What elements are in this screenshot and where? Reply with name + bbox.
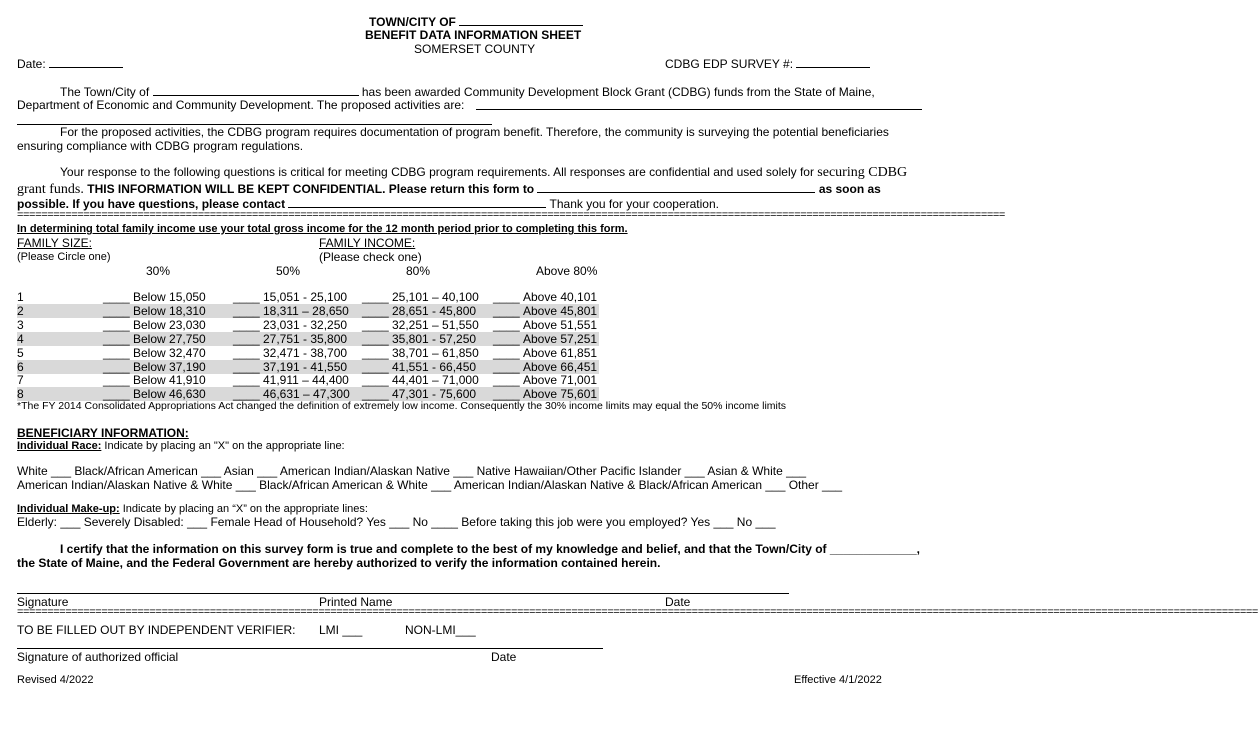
makeup-label: Individual Make-up: bbox=[17, 503, 120, 515]
income-check-blank[interactable]: ____ bbox=[103, 290, 130, 304]
race-options-line-2[interactable]: American Indian/Alaskan Native & White ___ Black/African American & White ___ American Indian/Alaskan Native & Black/African American ___ Other ___ bbox=[17, 478, 843, 492]
column-80: 80% bbox=[406, 264, 431, 278]
income-range-c30: Below 18,310 bbox=[133, 303, 206, 318]
income-check-blank[interactable]: ____ bbox=[233, 373, 260, 388]
family-size-option[interactable]: 2 bbox=[17, 303, 24, 318]
town-city-blank[interactable] bbox=[459, 14, 583, 26]
income-range-c30: Below 27,750 bbox=[133, 331, 206, 346]
income-check-blank[interactable]: ____ bbox=[493, 359, 520, 374]
town-city-label: TOWN/CITY OF bbox=[369, 15, 456, 29]
income-check-blank[interactable]: ____ bbox=[233, 345, 260, 360]
income-check-blank[interactable]: ____ bbox=[233, 303, 260, 318]
income-range-c30: Below 15,050 bbox=[133, 290, 206, 304]
beneficiary-heading: BENEFICIARY INFORMATION: bbox=[17, 426, 189, 440]
family-size-option[interactable]: 5 bbox=[17, 345, 24, 360]
income-range-c80: 38,701 – 61,850 bbox=[392, 345, 479, 360]
family-size-option[interactable]: 8 bbox=[17, 387, 24, 402]
column-50: 50% bbox=[276, 264, 301, 278]
survey-number-blank[interactable] bbox=[796, 56, 870, 68]
income-range-c80: 28,651 - 45,800 bbox=[392, 303, 477, 318]
intro-p3-line-1 bbox=[60, 165, 907, 181]
intro-p3-text: Your response to the following questions is critical for meeting CDBG program requirements. All responses are confidential and used solely for bbox=[60, 165, 814, 179]
income-range-c80: 35,801 - 57,250 bbox=[392, 331, 477, 346]
income-range-above: Above 40,101 bbox=[523, 290, 598, 304]
family-size-option[interactable]: 1 bbox=[17, 290, 24, 304]
intro-activities-label: Department of Economic and Community Development. The proposed activities are: bbox=[17, 98, 465, 112]
income-range-c30: Below 46,630 bbox=[133, 387, 206, 402]
income-range-c30: Below 32,470 bbox=[133, 345, 206, 360]
income-check-blank[interactable]: ____ bbox=[493, 387, 520, 402]
signature-date-label: Date bbox=[665, 595, 691, 609]
income-range-above: Above 71,001 bbox=[523, 373, 598, 388]
separator-2: ============================================================================================================================================================================================================== bbox=[17, 606, 1258, 618]
income-range-c80: 32,251 – 51,550 bbox=[392, 317, 479, 332]
income-check-blank[interactable]: ____ bbox=[493, 290, 520, 304]
income-check-blank[interactable]: ____ bbox=[103, 317, 130, 332]
income-check-blank[interactable]: ____ bbox=[233, 290, 260, 304]
family-size-option[interactable]: 7 bbox=[17, 373, 24, 388]
income-check-blank[interactable]: ____ bbox=[362, 359, 389, 374]
makeup-options[interactable]: Elderly: ___ Severely Disabled: ___ Female Head of Household? Yes ___ No ____ Before taking this job were you employed? Yes ___ No ___ bbox=[17, 515, 776, 529]
intro-line-2 bbox=[17, 98, 464, 112]
income-range-c80: 47,301 - 75,600 bbox=[392, 387, 477, 402]
intro-p3-serif: securing CDBG bbox=[817, 165, 908, 180]
return-to-blank[interactable] bbox=[537, 181, 815, 193]
official-date-label: Date bbox=[491, 650, 517, 664]
income-range-above: Above 51,551 bbox=[523, 317, 598, 332]
family-size-option[interactable]: 3 bbox=[17, 317, 24, 332]
income-range-c30: Below 41,910 bbox=[133, 373, 206, 388]
income-range-c80: 41,551 - 66,450 bbox=[392, 359, 477, 374]
income-range-c80: 44,401 – 71,000 bbox=[392, 373, 479, 388]
table-row bbox=[17, 290, 599, 304]
income-check-blank[interactable]: ____ bbox=[493, 373, 520, 388]
race-options-line-1[interactable]: White ___ Black/African American ___ Asian ___ American Indian/Alaskan Native ___ Native Hawaiian/Other Pacific Islander ___ Asian & White ___ bbox=[17, 464, 807, 478]
income-check-blank[interactable]: ____ bbox=[362, 373, 389, 388]
income-check-blank[interactable]: ____ bbox=[493, 303, 520, 318]
income-range-above: Above 45,801 bbox=[523, 303, 598, 318]
family-size-label: FAMILY SIZE: bbox=[17, 236, 92, 250]
revised-date: Revised 4/2022 bbox=[17, 674, 94, 686]
column-30: 30% bbox=[146, 264, 171, 278]
income-range-c80: 25,101 – 40,100 bbox=[392, 290, 479, 304]
confidential-notice: THIS INFORMATION WILL BE KEPT CONFIDENTIAL. Please return this form to bbox=[87, 182, 535, 196]
thank-you-text: Thank you for your cooperation. bbox=[549, 197, 719, 211]
official-signature-line[interactable] bbox=[17, 648, 603, 649]
income-check-blank[interactable]: ____ bbox=[103, 331, 130, 346]
contact-blank[interactable] bbox=[288, 196, 546, 208]
intro-town-blank[interactable] bbox=[153, 84, 359, 96]
income-check-blank[interactable]: ____ bbox=[362, 331, 389, 346]
signature-line[interactable] bbox=[17, 593, 789, 594]
family-income-note: (Please check one) bbox=[319, 250, 422, 264]
survey-number-field bbox=[665, 56, 870, 71]
income-check-blank[interactable]: ____ bbox=[493, 317, 520, 332]
as-soon-as-text: as soon as bbox=[818, 182, 881, 196]
income-range-c50: 18,311 – 28,650 bbox=[263, 303, 349, 318]
family-income-label: FAMILY INCOME: bbox=[319, 236, 416, 250]
official-signature-label: Signature of authorized official bbox=[17, 650, 179, 664]
income-range-c50: 37,191 - 41,550 bbox=[263, 359, 348, 374]
income-range-above: Above 61,851 bbox=[523, 345, 598, 360]
race-instruction-line bbox=[17, 440, 345, 452]
income-check-blank[interactable]: ____ bbox=[233, 317, 260, 332]
certify-line-1: I certify that the information on this survey form is true and complete to the best of my knowledge and belief, and that the Town/City of _____________, bbox=[60, 542, 920, 556]
income-range-c50: 15,051 - 25,100 bbox=[263, 290, 348, 304]
signature-label: Signature bbox=[17, 595, 69, 609]
town-city-heading bbox=[369, 14, 583, 29]
income-check-blank[interactable]: ____ bbox=[493, 345, 520, 360]
income-check-blank[interactable]: ____ bbox=[362, 303, 389, 318]
race-instruction: Indicate by placing an "X" on the appropriate line: bbox=[104, 440, 345, 452]
income-check-blank[interactable]: ____ bbox=[362, 387, 389, 402]
income-check-blank[interactable]: ____ bbox=[362, 317, 389, 332]
income-check-blank[interactable]: ____ bbox=[103, 359, 130, 374]
income-range-c50: 41,911 – 44,400 bbox=[263, 373, 349, 388]
income-range-above: Above 75,601 bbox=[523, 387, 598, 402]
intro-p2-line-1: For the proposed activities, the CDBG program requires documentation of program benefit. Therefore, the community is surveying the potential beneficiaries bbox=[60, 125, 889, 139]
family-size-option[interactable]: 6 bbox=[17, 359, 24, 374]
intro-award-text: has been awarded Community Development Block Grant (CDBG) funds from the State of Maine, bbox=[361, 85, 875, 99]
effective-date: Effective 4/1/2022 bbox=[794, 674, 882, 686]
income-check-blank[interactable]: ____ bbox=[233, 387, 260, 402]
certify-line-2: the State of Maine, and the Federal Government are hereby authorized to verify the information contained herein. bbox=[17, 556, 661, 570]
county-label: SOMERSET COUNTY bbox=[414, 42, 536, 56]
survey-number-label: CDBG EDP SURVEY #: bbox=[665, 57, 794, 71]
income-range-c50: 32,471 - 38,700 bbox=[263, 345, 348, 360]
non-lmi-option[interactable]: NON-LMI___ bbox=[405, 623, 476, 637]
table-row bbox=[17, 346, 599, 360]
table-row bbox=[17, 332, 599, 346]
income-range-c30: Below 37,190 bbox=[133, 359, 206, 374]
income-range-c50: 23,031 - 32,250 bbox=[263, 317, 348, 332]
intro-line-1 bbox=[60, 84, 875, 99]
income-check-blank[interactable]: ____ bbox=[103, 387, 130, 402]
income-check-blank[interactable]: ____ bbox=[233, 359, 260, 374]
table-row bbox=[17, 318, 599, 332]
activities-blank-1[interactable] bbox=[476, 109, 922, 110]
column-above-80: Above 80% bbox=[536, 264, 598, 278]
income-check-blank[interactable]: ____ bbox=[362, 345, 389, 360]
income-range-c30: Below 23,030 bbox=[133, 317, 206, 332]
race-label: Individual Race: bbox=[17, 440, 102, 452]
intro-p3-grant-funds: grant funds. bbox=[17, 182, 84, 197]
income-footnote: *The FY 2014 Consolidated Appropriations Act changed the definition of extremely low income. Consequently the 30% income limits may equal the 50% income limits bbox=[17, 400, 787, 412]
intro-p2-line-2: ensuring compliance with CDBG program regulations. bbox=[17, 139, 304, 153]
income-check-blank[interactable]: ____ bbox=[493, 331, 520, 346]
date-label: Date: bbox=[17, 57, 46, 71]
income-check-blank[interactable]: ____ bbox=[362, 290, 389, 304]
income-check-blank[interactable]: ____ bbox=[103, 345, 130, 360]
date-blank[interactable] bbox=[49, 56, 123, 68]
makeup-instruction-line bbox=[17, 503, 368, 515]
family-size-option[interactable]: 4 bbox=[17, 331, 24, 346]
intro-town-label: The Town/City of bbox=[60, 85, 150, 99]
separator-1: ==================================================================================================================================================================== bbox=[17, 209, 1005, 221]
income-check-blank[interactable]: ____ bbox=[233, 331, 260, 346]
verifier-label: TO BE FILLED OUT BY INDEPENDENT VERIFIER: bbox=[17, 623, 296, 637]
page-title: BENEFIT DATA INFORMATION SHEET bbox=[365, 28, 582, 42]
income-range-above: Above 57,251 bbox=[523, 331, 598, 346]
lmi-option[interactable]: LMI ___ bbox=[319, 623, 363, 637]
income-range-c50: 46,631 – 47,300 bbox=[263, 387, 350, 402]
table-row bbox=[17, 360, 599, 374]
table-row bbox=[17, 304, 599, 318]
makeup-instruction: Indicate by placing an “X” on the appropriate lines: bbox=[122, 503, 368, 515]
income-range-c50: 27,751 - 35,800 bbox=[263, 331, 348, 346]
contact-label: possible. If you have questions, please contact bbox=[17, 197, 286, 211]
income-check-blank[interactable]: ____ bbox=[103, 303, 130, 318]
income-instruction: In determining total family income use your total gross income for the 12 month period prior to completing this form. bbox=[17, 223, 628, 235]
family-size-note: (Please Circle one) bbox=[17, 251, 111, 263]
date-field bbox=[17, 56, 123, 71]
printed-name-label: Printed Name bbox=[319, 595, 393, 609]
income-check-blank[interactable]: ____ bbox=[103, 373, 130, 388]
table-row bbox=[17, 373, 599, 387]
income-range-above: Above 66,451 bbox=[523, 359, 598, 374]
